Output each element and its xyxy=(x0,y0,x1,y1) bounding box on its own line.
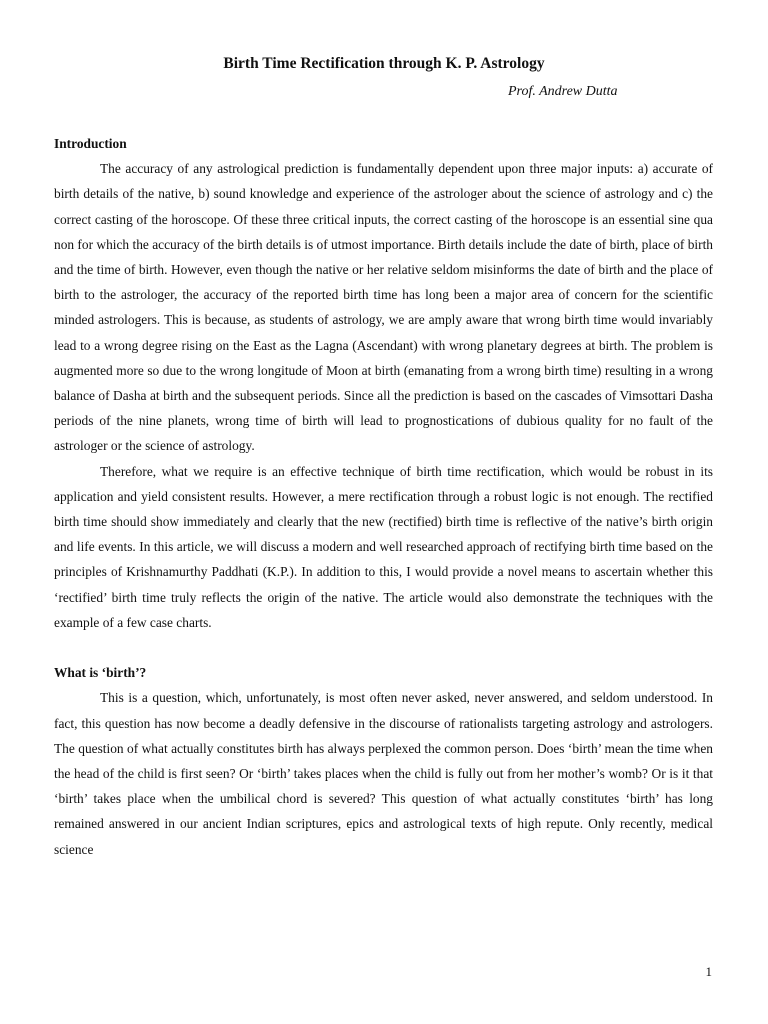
document-title: Birth Time Rectification through K. P. Astrology xyxy=(223,55,545,72)
document-author: Prof. Andrew Dutta xyxy=(508,84,618,99)
section-heading-introduction: Introduction xyxy=(54,136,127,151)
section-what-is-birth xyxy=(54,660,713,862)
paragraph-introduction-2: Therefore, what we require is an effective technique of birth time rectification, which would be robust in its application and yield consistent results. However, a mere rectification through a robust logic is not enough. The rectified birth time should show immediately and clearly that the new (rectified) birth time is reflective of the native’s birth origin and life events. In this article, we will discuss a modern and well researched approach of rectifying birth time based on the principles of Krishnamurthy Paddhati (K.P.). In addition to this, I would provide a novel means to ascertain whether this ‘rectified’ birth time truly reflects the origin of the native. The article would also demonstrate the techniques with the example of a few case charts. xyxy=(54,463,713,630)
page-number: 1 xyxy=(705,964,712,979)
document-body xyxy=(54,131,713,862)
paragraph-introduction-1: The accuracy of any astrological prediction is fundamentally dependent upon three major inputs: a) accurate of birth details of the native, b) sound knowledge and experience of the astrologer about the science of astrology and c) the correct casting of the horoscope. Of these three critical inputs, the correct casting of the horoscope is an essential sine qua non for which the accuracy of the birth details is of utmost importance. Birth details include the date of birth, place of birth and the time of birth. However, even though the native or her relative seldom misinforms the date of birth and the place of birth to the astrologer, the accuracy of the reported birth time has long been a major area of concern for the scientific minded astrologers. This is because, as students of astrology, we are amply aware that wrong birth time would invariably lead to a wrong degree rising on the East as the Lagna (Ascendant) with wrong planetary degrees at birth. The problem is augmented more so due to the wrong longitude of Moon at birth (emanating from a wrong birth time) resulting in a wrong balance of Dasha at birth and the subsequent periods. Since all the prediction is based on the cascades of Vimsottari Dasha periods of the nine planets, wrong time of birth will lead to prognostications of dubious quality for no fault of the astrologer or the science of astrology. xyxy=(54,161,713,454)
section-spacer xyxy=(54,635,713,660)
section-heading-what-is-birth: What is ‘birth’? xyxy=(54,665,147,681)
section-introduction xyxy=(54,131,713,635)
paragraph-what-is-birth-1: This is a question, which, unfortunately, is most often never asked, never answered, and seldom understood. In fact, this question has now become a deadly defensive in the discourse of rationalists targeting astrology and astrologers. The question of what actually constitutes birth has always perplexed the common person. Does ‘birth’ mean the time when the head of the child is first seen? Or ‘birth’ takes places when the child is fully out from her mother’s womb? Or is it that ‘birth’ takes place when the umbilical chord is severed? This question of what actually constitutes ‘birth’ has long remained answered in our ancient Indian scriptures, epics and astrological texts of high repute. Only recently, medical science xyxy=(54,690,713,857)
